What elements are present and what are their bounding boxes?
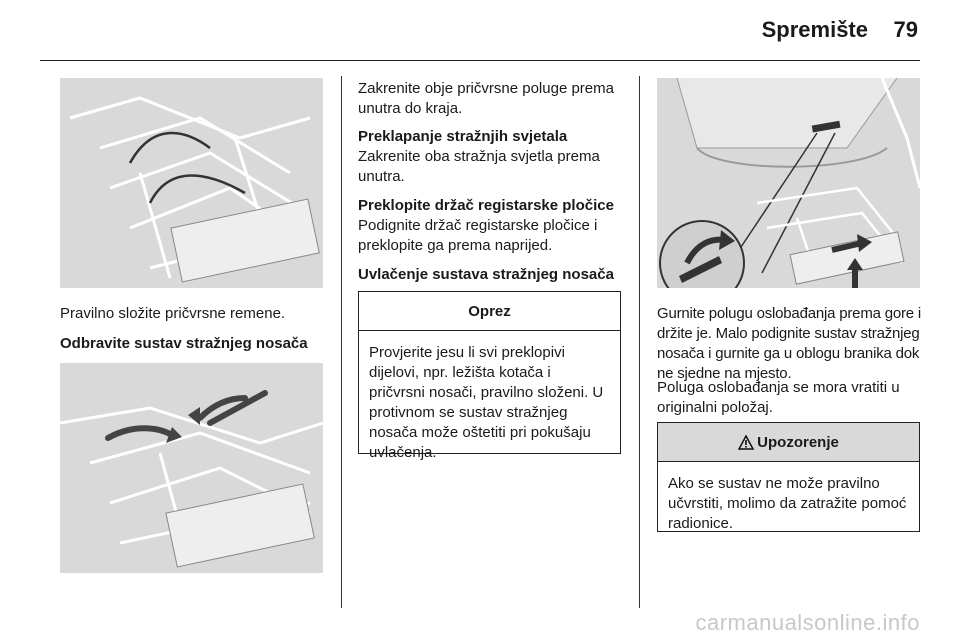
illustration-retract — [657, 78, 920, 288]
caution-title: Oprez — [359, 292, 620, 331]
para-fold-plate: Podignite držač registarske pločice i preklopite ga prema naprijed. — [358, 217, 598, 254]
caution-body: Provjerite jesu li svi preklopivi dijelovi, npr. ležišta kotača i pričvrsni nosači, pravilno složeni. U protivnom se sustav stražnjeg nosača može oštetiti pri pokušaju uvlačenja. — [369, 344, 604, 461]
para-push-lever: Gurnite polugu oslobađanja prema gore i držite je. Malo podignite sustav stražnjeg nosača i gurnite ga u oblogu branika dok ne sjedne na mjesto. — [657, 305, 922, 382]
heading-fold-lights: Preklapanje stražnjih svjetala — [358, 128, 568, 145]
warning-title: Upozorenje — [757, 433, 839, 451]
caption-straps: Pravilno složite pričvrsne remene. — [60, 305, 286, 322]
warning-header — [658, 423, 919, 462]
para-lever-return: Poluga oslobađanja se mora vratiti u originalni položaj. — [657, 379, 900, 416]
para-rotate-levers: Zakrenite obje pričvrsne poluge prema unutra do kraja. — [358, 80, 614, 117]
warning-triangle-icon — [738, 435, 754, 450]
page-number: 79 — [893, 17, 918, 42]
illustration-straps — [60, 78, 323, 288]
page-header — [0, 0, 960, 62]
column-divider-1 — [341, 76, 342, 608]
heading-fold-plate: Preklopite držač registarske pločice — [358, 197, 614, 214]
header-rule — [40, 60, 920, 61]
warning-box — [657, 422, 920, 532]
heading-unlock: Odbravite sustav stražnjeg nosača — [60, 335, 308, 352]
column-divider-2 — [639, 76, 640, 608]
warning-body: Ako se sustav ne može pravilno učvrstiti, molimo da zatražite pomoć radionice. — [668, 475, 907, 532]
para-fold-lights: Zakrenite oba stražnja svjetla prema unutra. — [358, 148, 600, 185]
caution-box — [358, 291, 621, 461]
illustration-levers — [60, 363, 323, 573]
heading-retract: Uvlačenje sustava stražnjeg nosača — [358, 266, 614, 283]
watermark: carmanualsonline.info — [695, 610, 920, 635]
page-title: Spremište — [761, 17, 868, 42]
